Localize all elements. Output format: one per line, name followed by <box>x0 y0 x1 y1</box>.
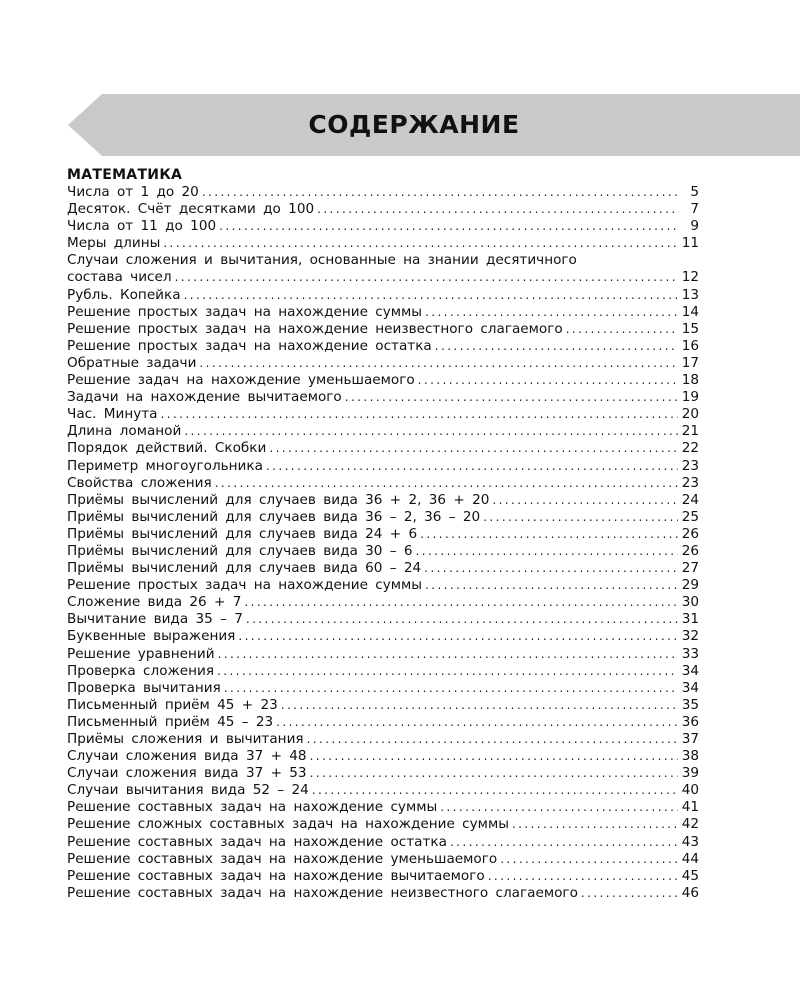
dot-leader <box>488 868 678 885</box>
toc-entry-page-number: 26 <box>681 525 699 542</box>
toc-entry-row <box>67 714 699 731</box>
toc-entry-title: Решение простых задач на нахождение неизвестного слагаемого <box>67 320 563 337</box>
toc-entry-title: Решение простых задач на нахождение суммы <box>67 303 423 320</box>
toc-entry[interactable] <box>67 611 699 628</box>
toc-entry[interactable] <box>67 731 699 748</box>
toc-entry-page-number: 23 <box>681 474 699 491</box>
toc-entry-row <box>67 526 699 543</box>
dot-leader <box>217 663 678 680</box>
toc-entry-title: Десяток. Счёт десятками до 100 <box>67 201 315 218</box>
toc-entry-row <box>67 731 699 748</box>
dot-leader <box>345 389 678 406</box>
toc-entry-row <box>67 389 699 406</box>
toc-entry[interactable] <box>67 406 699 423</box>
dot-leader <box>202 184 679 201</box>
toc-entry-title: Сложение вида 26 + 7 <box>67 594 242 611</box>
toc-entry-title: Длина ломаной <box>67 423 182 440</box>
dot-leader <box>269 440 677 457</box>
toc-entry-title: Случаи сложения вида 37 + 48 <box>67 748 307 765</box>
toc-entry[interactable] <box>67 321 699 338</box>
toc-entry-row <box>67 321 699 338</box>
toc-entry-page-number: 7 <box>690 201 699 218</box>
dot-leader <box>492 492 677 509</box>
dot-leader <box>307 731 678 748</box>
toc-entry[interactable] <box>67 663 699 680</box>
toc-entry[interactable] <box>67 389 699 406</box>
toc-entry-row <box>67 646 699 663</box>
toc-entry-page-number: 20 <box>681 406 699 423</box>
toc-entry[interactable] <box>67 748 699 765</box>
page-title: СОДЕРЖАНИЕ <box>308 110 520 139</box>
toc-entry-row <box>67 611 699 628</box>
toc-entry-row <box>67 355 699 372</box>
toc-entry-title: Случаи сложения вида 37 + 53 <box>67 765 307 782</box>
dot-leader <box>310 748 678 765</box>
section-heading: МАТЕМАТИКА <box>67 167 183 183</box>
toc-entry-title: Решение составных задач на нахождение неизвестного слагаемого <box>67 884 578 901</box>
dot-leader <box>440 799 677 816</box>
toc-entry-page-number: 44 <box>681 850 699 867</box>
toc-entry-title: состава чисел <box>67 269 172 286</box>
dot-leader <box>175 269 678 286</box>
toc-entry[interactable] <box>67 201 699 218</box>
toc-entry-row <box>67 184 699 201</box>
toc-entry-row <box>67 287 699 304</box>
dot-leader <box>512 816 678 833</box>
toc-entry-title: Решение простых задач на нахождение суммы <box>67 577 423 594</box>
dot-leader <box>224 680 678 697</box>
toc-entry-title: Задачи на нахождение вычитаемого <box>67 389 342 406</box>
toc-entry[interactable] <box>67 868 699 885</box>
toc-entry[interactable] <box>67 697 699 714</box>
toc-entry-row <box>67 885 699 902</box>
dot-leader <box>218 646 678 663</box>
toc-entry-title: Письменный приём 45 + 23 <box>67 696 278 713</box>
dot-leader <box>161 406 678 423</box>
toc-entry-page-number: 5 <box>690 184 699 200</box>
dot-leader <box>420 526 678 543</box>
toc-entry-title: Периметр многоугольника <box>67 457 263 474</box>
dot-leader <box>199 355 677 372</box>
toc-entry-title: Приёмы сложения и вычитания <box>67 731 304 747</box>
toc-entry-title: Случаи вычитания вида 52 – 24 <box>67 782 309 799</box>
dot-leader <box>215 475 678 492</box>
toc-entry[interactable] <box>67 423 699 440</box>
toc-entry-page-number: 34 <box>681 662 699 679</box>
toc-entry[interactable] <box>67 287 699 304</box>
toc-entry-page-number: 45 <box>681 867 699 884</box>
toc-entry[interactable] <box>67 440 699 457</box>
toc-entry-row <box>67 543 699 560</box>
toc-entry-page-number: 16 <box>681 337 699 354</box>
dot-leader <box>310 765 678 782</box>
toc-entry[interactable] <box>67 799 699 816</box>
toc-entry-page-number: 25 <box>681 508 699 525</box>
dot-leader <box>483 509 678 526</box>
dot-leader <box>581 885 678 902</box>
toc-entry-title: Решение составных задач на нахождение вычитаемого <box>67 867 485 884</box>
toc-entry-page-number: 38 <box>681 748 699 765</box>
toc-entry-title: Приёмы вычислений для случаев вида 36 + 2, 36 + 20 <box>67 491 490 508</box>
dot-leader <box>566 321 678 338</box>
toc-entry-title: Числа от 1 до 20 <box>67 184 199 200</box>
dot-leader <box>244 594 677 611</box>
toc-entry-row <box>67 868 699 885</box>
dot-leader <box>450 834 678 851</box>
toc-entry-page-number: 12 <box>681 269 699 286</box>
toc-entry-page-number: 31 <box>681 611 699 628</box>
toc-entry[interactable] <box>67 851 699 868</box>
toc-entry-row <box>67 851 699 868</box>
toc-entry[interactable] <box>67 816 699 833</box>
toc-entry-row <box>67 440 699 457</box>
dot-leader <box>435 338 678 355</box>
toc-entry-page-number: 41 <box>681 799 699 816</box>
toc-entry-page-number: 40 <box>681 782 699 799</box>
toc-entry[interactable] <box>67 304 699 321</box>
toc-entry[interactable] <box>67 765 699 782</box>
dot-leader <box>425 577 678 594</box>
toc-entry-page-number: 32 <box>681 628 699 645</box>
toc-entry-title: Решение простых задач на нахождение остатка <box>67 337 432 354</box>
toc-entry-title: Проверка сложения <box>67 662 215 679</box>
toc-entry-title: Проверка вычитания <box>67 679 221 696</box>
toc-entry-title: Решение задач на нахождение уменьшаемого <box>67 372 415 389</box>
toc-entry-title: Решение сложных составных задач на нахождение суммы <box>67 816 509 833</box>
toc-entry-title: Рубль. Копейка <box>67 286 181 303</box>
toc-entry-title-line: Случаи сложения и вычитания, основанные на знании десятичного <box>67 252 577 269</box>
dot-leader <box>424 560 678 577</box>
toc-entry[interactable] <box>67 560 699 577</box>
toc-entry-row <box>67 834 699 851</box>
toc-entry-page-number: 22 <box>681 440 699 457</box>
toc-entry-row <box>67 492 699 509</box>
toc-entry-page-number: 19 <box>681 389 699 406</box>
toc-entry-row <box>67 697 699 714</box>
toc-entry-title: Приёмы вычислений для случаев вида 30 – 6 <box>67 542 413 559</box>
toc-entry-title: Числа от 11 до 100 <box>67 218 217 235</box>
toc-entry[interactable] <box>67 252 699 286</box>
toc-entry-row <box>67 475 699 492</box>
toc-entry[interactable] <box>67 338 699 355</box>
toc-entry[interactable] <box>67 475 699 492</box>
toc-entry-row <box>67 577 699 594</box>
toc-entry-row <box>67 269 699 286</box>
toc-entry-title: Меры длины <box>67 235 161 252</box>
toc-entry-row <box>67 201 699 218</box>
toc-entry-title: Свойства сложения <box>67 474 212 491</box>
toc-entry-title: Письменный приём 45 – 23 <box>67 713 274 730</box>
toc-entry-title: Обратные задачи <box>67 354 197 371</box>
toc-entry-row <box>67 663 699 680</box>
toc-entry[interactable] <box>67 355 699 372</box>
toc-entry[interactable] <box>67 594 699 611</box>
toc-entry[interactable] <box>67 680 699 697</box>
dot-leader <box>312 782 678 799</box>
toc-entry-title: Порядок действий. Скобки <box>67 440 267 457</box>
dot-leader <box>266 458 678 475</box>
toc-entry-page-number: 14 <box>681 303 699 320</box>
toc-entry-row <box>67 304 699 321</box>
dot-leader <box>276 714 678 731</box>
toc-entry[interactable] <box>67 714 699 731</box>
toc-entry-row <box>67 799 699 816</box>
toc-entry-row <box>67 458 699 475</box>
toc-entry-row <box>67 235 699 252</box>
toc-entry-title: Решение составных задач на нахождение суммы <box>67 799 438 816</box>
dot-leader <box>281 697 678 714</box>
toc-entry-title: Решение составных задач на нахождение остатка <box>67 833 447 850</box>
toc-entry[interactable] <box>67 543 699 560</box>
dot-leader <box>163 235 677 252</box>
dot-leader <box>246 611 678 628</box>
toc-entry-page-number: 15 <box>681 320 699 337</box>
toc-entry-title: Вычитание вида 35 – 7 <box>67 611 243 628</box>
toc-entry[interactable] <box>67 782 699 799</box>
toc-entry[interactable] <box>67 646 699 663</box>
toc-entry-row <box>67 338 699 355</box>
toc-entry-page-number: 33 <box>681 645 699 662</box>
toc-entry-page-number: 37 <box>681 731 699 747</box>
toc-entry-row <box>67 628 699 645</box>
toc-entry-page-number: 23 <box>681 457 699 474</box>
toc-entry-row <box>67 218 699 235</box>
toc-entry[interactable] <box>67 509 699 526</box>
dot-leader <box>500 851 678 868</box>
toc-entry-title: Буквенные выражения <box>67 628 236 645</box>
toc-entry[interactable] <box>67 218 699 235</box>
toc-entry[interactable] <box>67 184 699 201</box>
toc-entry[interactable] <box>67 628 699 645</box>
toc-entry-page-number: 42 <box>681 816 699 833</box>
toc-entry-row <box>67 406 699 423</box>
dot-leader <box>184 423 677 440</box>
toc-entry-page-number: 17 <box>681 354 699 371</box>
toc-entry-page-number: 18 <box>681 372 699 389</box>
toc-entry-title: Приёмы вычислений для случаев вида 24 + 6 <box>67 525 418 542</box>
dot-leader <box>184 287 678 304</box>
toc-entry-row <box>67 560 699 577</box>
toc-entry-page-number: 43 <box>681 833 699 850</box>
toc-entry-title: Решение составных задач на нахождение уменьшаемого <box>67 850 498 867</box>
toc-entry[interactable] <box>67 492 699 509</box>
toc-entry[interactable] <box>67 458 699 475</box>
toc-entry-page-number: 46 <box>681 884 699 901</box>
dot-leader <box>317 201 679 218</box>
toc-entry-page-number: 11 <box>681 235 699 252</box>
toc-entry-row <box>67 594 699 611</box>
toc-entry-row <box>67 782 699 799</box>
toc-entry-title: Час. Минута <box>67 406 158 423</box>
toc-entry-page-number: 24 <box>681 491 699 508</box>
toc-entry-row <box>67 372 699 389</box>
toc-entry-page-number: 21 <box>681 423 699 440</box>
dot-leader <box>425 304 678 321</box>
toc-entry[interactable] <box>67 577 699 594</box>
toc-entry-page-number: 35 <box>681 696 699 713</box>
toc-entry[interactable] <box>67 885 699 902</box>
dot-leader <box>416 543 678 560</box>
dot-leader <box>418 372 678 389</box>
toc-entry-title: Приёмы вычислений для случаев вида 36 – 2, 36 – 20 <box>67 508 481 525</box>
toc-entry-title: Решение уравнений <box>67 645 215 662</box>
toc-entry[interactable] <box>67 834 699 851</box>
toc-entry-page-number: 34 <box>681 679 699 696</box>
toc-entry-page-number: 29 <box>681 577 699 594</box>
toc-entry-page-number: 30 <box>681 594 699 611</box>
toc-entry-page-number: 39 <box>681 765 699 782</box>
toc-entry-title: Приёмы вычислений для случаев вида 60 – 24 <box>67 560 422 577</box>
dot-leader <box>219 218 679 235</box>
toc-entry-page-number: 13 <box>681 286 699 303</box>
dot-leader <box>238 628 677 645</box>
contents-banner <box>68 94 800 156</box>
toc-entry[interactable] <box>67 235 699 252</box>
table-of-contents <box>67 184 699 902</box>
toc-entry-row <box>67 748 699 765</box>
toc-entry[interactable] <box>67 372 699 389</box>
toc-entry-page-number: 36 <box>681 713 699 730</box>
toc-entry-row <box>67 765 699 782</box>
toc-entry-page-number: 27 <box>681 560 699 577</box>
toc-entry[interactable] <box>67 526 699 543</box>
toc-entry-row <box>67 816 699 833</box>
toc-entry-page-number: 26 <box>681 542 699 559</box>
toc-entry-row <box>67 423 699 440</box>
toc-entry-page-number: 9 <box>690 218 699 235</box>
toc-entry-row <box>67 680 699 697</box>
toc-entry-row <box>67 509 699 526</box>
